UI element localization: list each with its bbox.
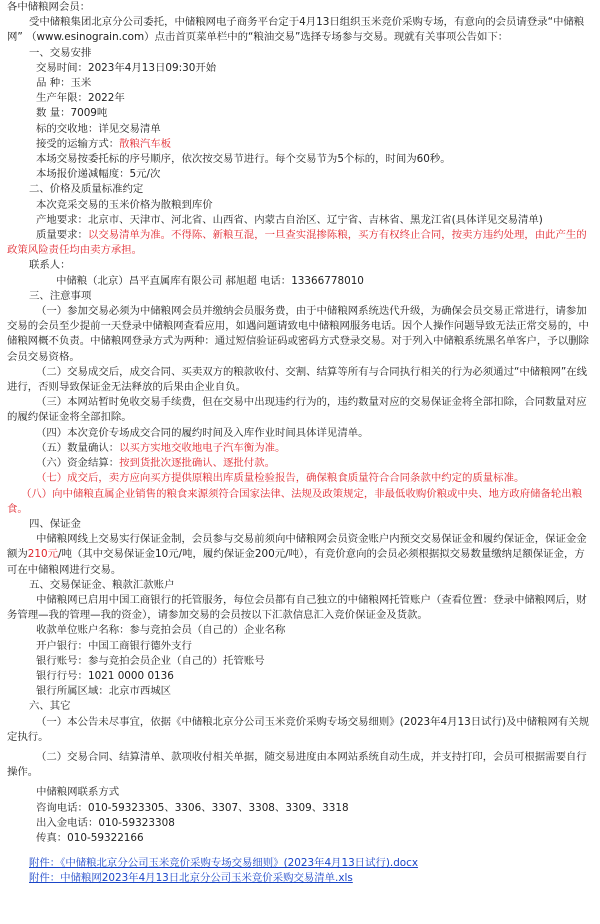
note-8: （八）向中储粮直属企业销售的粮食来源须符合国家法律、法规及政策规定，非最低收购价粮或中央、地方政府储备轮出粮食。	[7, 487, 583, 515]
greeting: 各中储粮网会员：	[7, 1, 91, 13]
section-3-title: 三、注意事项	[29, 289, 92, 302]
transport-label: 接受的运输方式：	[36, 137, 120, 150]
transport-value: 散粮汽车板	[119, 137, 172, 150]
contact-info: 中储粮（北京）昌平直属库有限公司 郝旭超 电话：13366778010	[56, 274, 364, 287]
other-2: （二）交易合同、结算清单、款项收付相关单据，随交易进度由本网站系统自动生成，并支持打印，会员可根据需要自行操作。	[7, 750, 587, 779]
fund-phone: 出入金电话：010-59323308	[36, 816, 175, 829]
note-1: （一）参加交易必须为中储粮网会员并缴纳会员服务费，由于中储粮网系统迭代升级，为确保会员交易正常进行，请参加交易的会员至少提前一天登录中储粮网查看应用，如遇问题请致电中储粮网服务电话。因个人操作问题导致无法正常交易的，中储粮网概不负责。中储粮网登录方式为两种：通过短信验证码或密码方式登录交易。对于列入中储粮系统黑名单客户，予以删除会员交易资格。	[7, 305, 589, 363]
other-1: （一）本公告未尽事宜，依据《中储粮北京分公司玉米竞价采购专场交易细则》(2023年4月13日试行)及中储粮网有关规定执行。	[7, 715, 590, 743]
section-2-title: 二、价格及质量标准约定	[29, 183, 144, 196]
quantity: 数 量：7009吨	[36, 107, 108, 120]
note-2: （二）交易成交后，成交合同、买卖双方的粮款收付、交割、结算等所有与合同执行相关的行为必须通过“中储粮网”在线进行，否则导致保证金无法释放的后果由企业自负。	[7, 365, 588, 394]
note-6-value: 按到货批次逐批确认、逐批付款。	[119, 457, 275, 470]
deposit-paragraph	[7, 532, 593, 578]
note-6	[7, 456, 593, 471]
note-6-label: （六）资金结算：	[36, 457, 120, 470]
payee-name: 收款单位账户名称：参与竞拍会员（自己的）企业名称	[36, 624, 286, 637]
quality-requirement	[7, 228, 593, 258]
note-4: （四）本次竞价专场成交合同的履约时间及入库作业时间具体详见清单。	[36, 426, 369, 439]
intro-paragraph: 受中储粮集团北京分公司委托，中储粮网电子商务平台定于4月13日组织玉米竞价采购专场，有意向的会员请登录“中储粮网” （www.esinograin.com）点击首页菜单栏中的“粮油交易”选择专场参与交易。现就有关事项公告如下：	[7, 16, 585, 44]
deposit-text-post: /吨（其中交易保证金10元/吨，履约保证金200元/吨），有竞价意向的会员必须根据拟交易数量缴纳足额保证金，方可在中储粮网进行交易。	[7, 548, 585, 576]
bank-name: 开户银行：中国工商银行德外支行	[36, 639, 192, 652]
deposit-text-pre: 中储粮网线上交易实行保证金制，会员参与交易前须向中储粮网会员资金账户内预交交易保证金和履约保证金，保证金金额为	[7, 533, 587, 561]
bank-line-number: 银行行号：1021 0000 0136	[36, 669, 174, 682]
origin-requirement: 产地要求：北京市、天津市、河北省、山西省、内蒙古自治区、辽宁省、吉林省、黑龙江省(具体详见交易清单)	[36, 213, 543, 226]
production-year: 生产年限：2022年	[36, 92, 125, 105]
fax-number: 传真：010-59322166	[36, 831, 144, 844]
price-step: 本场报价递减幅度：5元/次	[36, 168, 161, 181]
contact-org: 中储粮网联系方式	[36, 786, 120, 799]
note-5	[7, 441, 593, 456]
deposit-amount: 210元	[27, 548, 59, 561]
note-7: （七）成交后，卖方应向买方提供原粮出库质量检验报告，确保粮食质量符合合同条款中约定的质量标准。	[36, 472, 525, 485]
note-5-value: 以买方实地交收地电子汽车衡为准。	[119, 441, 286, 454]
note-5-label: （五）数量确认：	[36, 441, 120, 454]
attachments	[7, 856, 593, 886]
price-basis: 本次竞采交易的玉米价格为散粮到库价	[36, 198, 213, 211]
attachment-link-rules[interactable]: 附件：《中储粮北京分公司玉米竞价采购专场交易细则》(2023年4月13日试行).docx	[29, 857, 419, 870]
bank-region: 银行所属区域：北京市西城区	[36, 685, 172, 698]
trade-order: 本场交易按委托标的序号顺序，依次按交易节进行。每个交易节为5个标的，时间为60秒。	[36, 153, 451, 166]
contact-title: 联系人：	[29, 259, 71, 272]
consult-phone: 咨询电话：010-59323305、3306、3307、3308、3309、3318	[36, 801, 349, 814]
quality-label: 质量要求：	[36, 229, 88, 242]
section-1-title: 一、交易安排	[29, 46, 92, 59]
section-5-title: 五、交易保证金、粮款汇款账户	[29, 578, 175, 591]
section-4-title: 四、保证金	[29, 517, 81, 530]
section-6-title: 六、其它	[29, 700, 71, 713]
bank-account: 银行账号：参与竞拍会员企业（自己的）托管账号	[36, 654, 265, 667]
quality-value: 以交易清单为准。不得陈、新粮互混，一旦查实混掺陈粮，买方有权终止合同，按卖方违约处理，由此产生的政策风险责任均由卖方承担。	[7, 229, 587, 257]
delivery-location: 标的交收地：详见交易清单	[36, 122, 161, 135]
account-description: 中储粮网已启用中国工商银行的托管服务，每位会员都有自己独立的中储粮网托管账户（查看位置：登录中储粮网后，财务管理—我的管理—我的资金），请参加交易的会员按以下汇款信息汇入竞价保证金及货款。	[7, 593, 587, 622]
variety: 品 种：玉米	[36, 77, 92, 90]
attachment-link-list[interactable]: 附件：中储粮网2023年4月13日北京分公司玉米竞价采购交易清单.xls	[29, 872, 353, 885]
note-3: （三）本网站暂时免收交易手续费，但在交易中出现违约行为的，违约数量对应的交易保证金将全部扣除，合同数量对应的履约保证金将全部扣除。	[7, 396, 587, 424]
transport-method	[7, 137, 593, 152]
trade-time: 交易时间：2023年4月13日09:30开始	[36, 61, 217, 74]
